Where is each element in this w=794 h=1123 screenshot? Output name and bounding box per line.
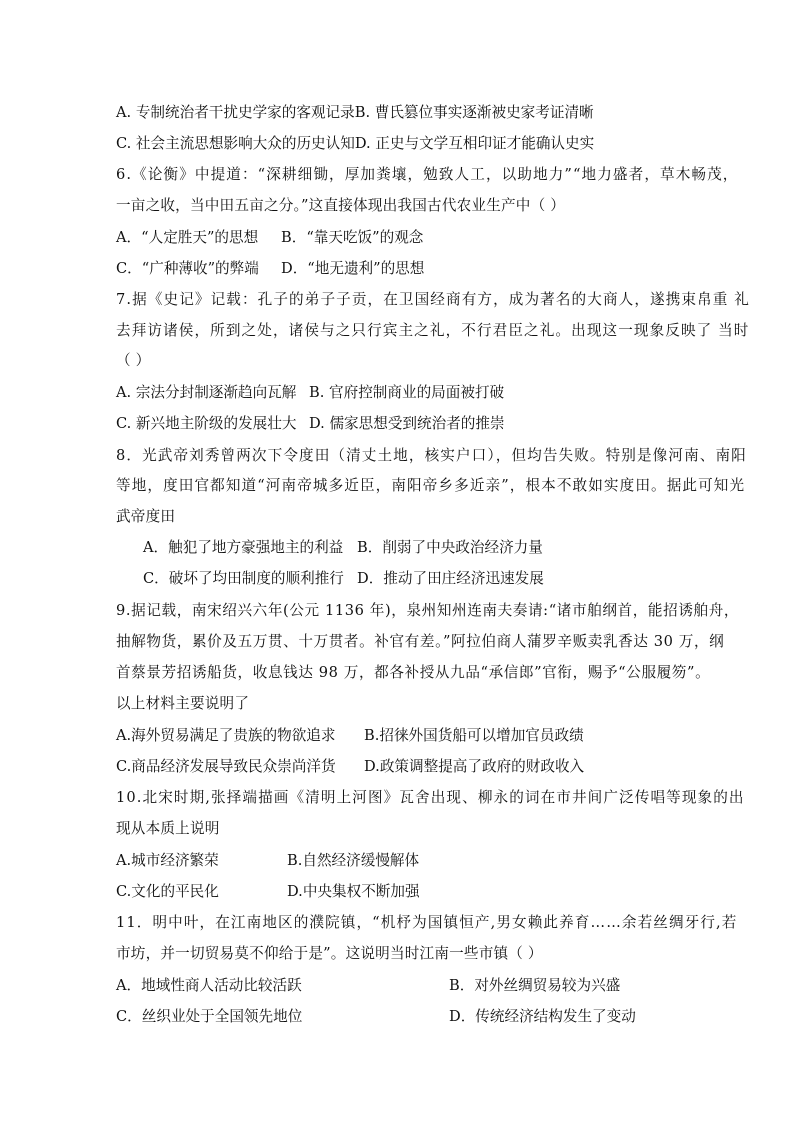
q11-stem-line-1: 11．明中叶，在江南地区的濮院镇，“机杼为国镇恒产,男女赖此养育……余若丝绸牙行,若: [116, 914, 738, 931]
q5-option-d: D. 正史与文学互相印证才能确认史实: [354, 135, 595, 152]
q6-stem-line-1: 6.《论衡》中提道：“深耕细锄，厚加粪壤，勉致人工，以助地力”“地力盛者，草木畅茂，: [116, 166, 739, 183]
q8-option-c: C．破坏了均田制度的顺利推行: [143, 570, 344, 587]
q11-option-b: B．对外丝绸贸易较为兴盛: [449, 977, 621, 994]
q5-option-b: B. 曹氏篡位事实逐渐被史家考证清晰: [354, 104, 594, 121]
q7-stem-line-1: 7.据《史记》记载：孔子的弟子子贡，在卫国经商有方，成为著名的大商人，遂携束帛重 礼: [116, 291, 750, 308]
q6-option-b: B．“靠天吃饭”的观念: [281, 229, 424, 246]
q6-option-d: D．“地无遗利”的思想: [281, 260, 425, 277]
q11-option-d: D．传统经济结构发生了变动: [449, 1008, 636, 1025]
q10-option-d: D.中央集权不断加强: [287, 883, 420, 900]
q8-option-b: B．削弱了中央政治经济力量: [357, 539, 543, 556]
q8-stem-line-3: 武帝度田: [116, 508, 176, 525]
q9-option-c: C.商品经济发展导致民众崇尚洋货: [116, 758, 336, 775]
q7-stem-line-2: 去拜访诸侯，所到之处，诸侯与之只行宾主之礼，不行君臣之礼。出现这一现象反映了 当时: [116, 322, 750, 339]
q6-option-c: C．“广种薄收”的弊端: [116, 260, 259, 277]
q7-option-c: C. 新兴地主阶级的发展壮大: [116, 415, 297, 432]
q9-option-a: A.海外贸易满足了贵族的物欲追求: [116, 727, 336, 744]
q8-option-a: A．触犯了地方豪强地主的利益: [143, 539, 344, 556]
q7-option-b: B. 官府控制商业的局面被打破: [309, 384, 505, 401]
q5-option-c: C. 社会主流思想影响大众的历史认知: [116, 135, 355, 152]
q6-option-a: A．“人定胜天”的思想: [116, 229, 259, 246]
q8-stem-line-2: 等地，度田官都知道“河南帝城多近臣，南阳帝乡多近亲”，根本不敢如实度田。据此可知光: [116, 477, 746, 494]
q9-option-b: B.招徕外国货船可以增加官员政绩: [364, 727, 584, 744]
q9-stem-line-4: 以上材料主要说明了: [116, 695, 250, 712]
q8-stem-line-1: 8．光武帝刘秀曾两次下令度田（清丈土地，核实户口），但均告失败。特别是像河南、南阳: [116, 447, 747, 464]
q5-options-row-1: [116, 103, 594, 123]
q11-option-a: A．地域性商人活动比较活跃: [116, 977, 302, 994]
q10-stem-line-1: 10.北宋时期,张择端描画《清明上河图》瓦舍出现、柳永的词在市井间广泛传唱等现象的出: [116, 789, 745, 806]
q9-stem-line-1: 9.据记载，南宋绍兴六年(公元 1136 年)，泉州知州连南夫奏请:“诸市舶纲首，能招诱舶舟，: [116, 602, 740, 619]
q8-option-d: D．推动了田庄经济迅速发展: [357, 570, 544, 587]
q6-stem-line-2: 一亩之收，当中田五亩之分。”这直接体现出我国古代农业生产中（ ）: [116, 197, 566, 214]
q7-stem-line-3: （ ）: [116, 352, 151, 369]
q10-option-b: B.自然经济缓慢解体: [287, 852, 420, 869]
q7-option-a: A. 宗法分封制逐渐趋向瓦解: [116, 384, 297, 401]
q11-stem-line-2: 市坊，并一切贸易莫不仰给于是”。这说明当时江南一些市镇（ ）: [116, 945, 543, 962]
q9-stem-line-2: 抽解物货，累价及五万贯、十万贯者。补官有差。”阿拉伯商人蒲罗辛贩卖乳香达 30 万，纲: [116, 633, 725, 650]
q10-option-c: C.文化的平民化: [116, 883, 219, 900]
q11-option-c: C．丝织业处于全国领先地位: [116, 1008, 303, 1025]
q9-option-d: D.政策调整提高了政府的财政收入: [364, 758, 585, 775]
q9-stem-line-3: 首蔡景芳招诱船货，收息钱达 98 万，都各补授从九品“承信郎”官衔，赐予“公服履笏”。: [116, 664, 711, 681]
q10-stem-line-2: 现从本质上说明: [116, 820, 220, 837]
q10-option-a: A.城市经济繁荣: [116, 852, 219, 869]
q5-options-row-2: [116, 134, 594, 154]
q5-option-a: A. 专制统治者干扰史学家的客观记录: [116, 104, 355, 121]
q7-option-d: D. 儒家思想受到统治者的推崇: [309, 415, 505, 432]
